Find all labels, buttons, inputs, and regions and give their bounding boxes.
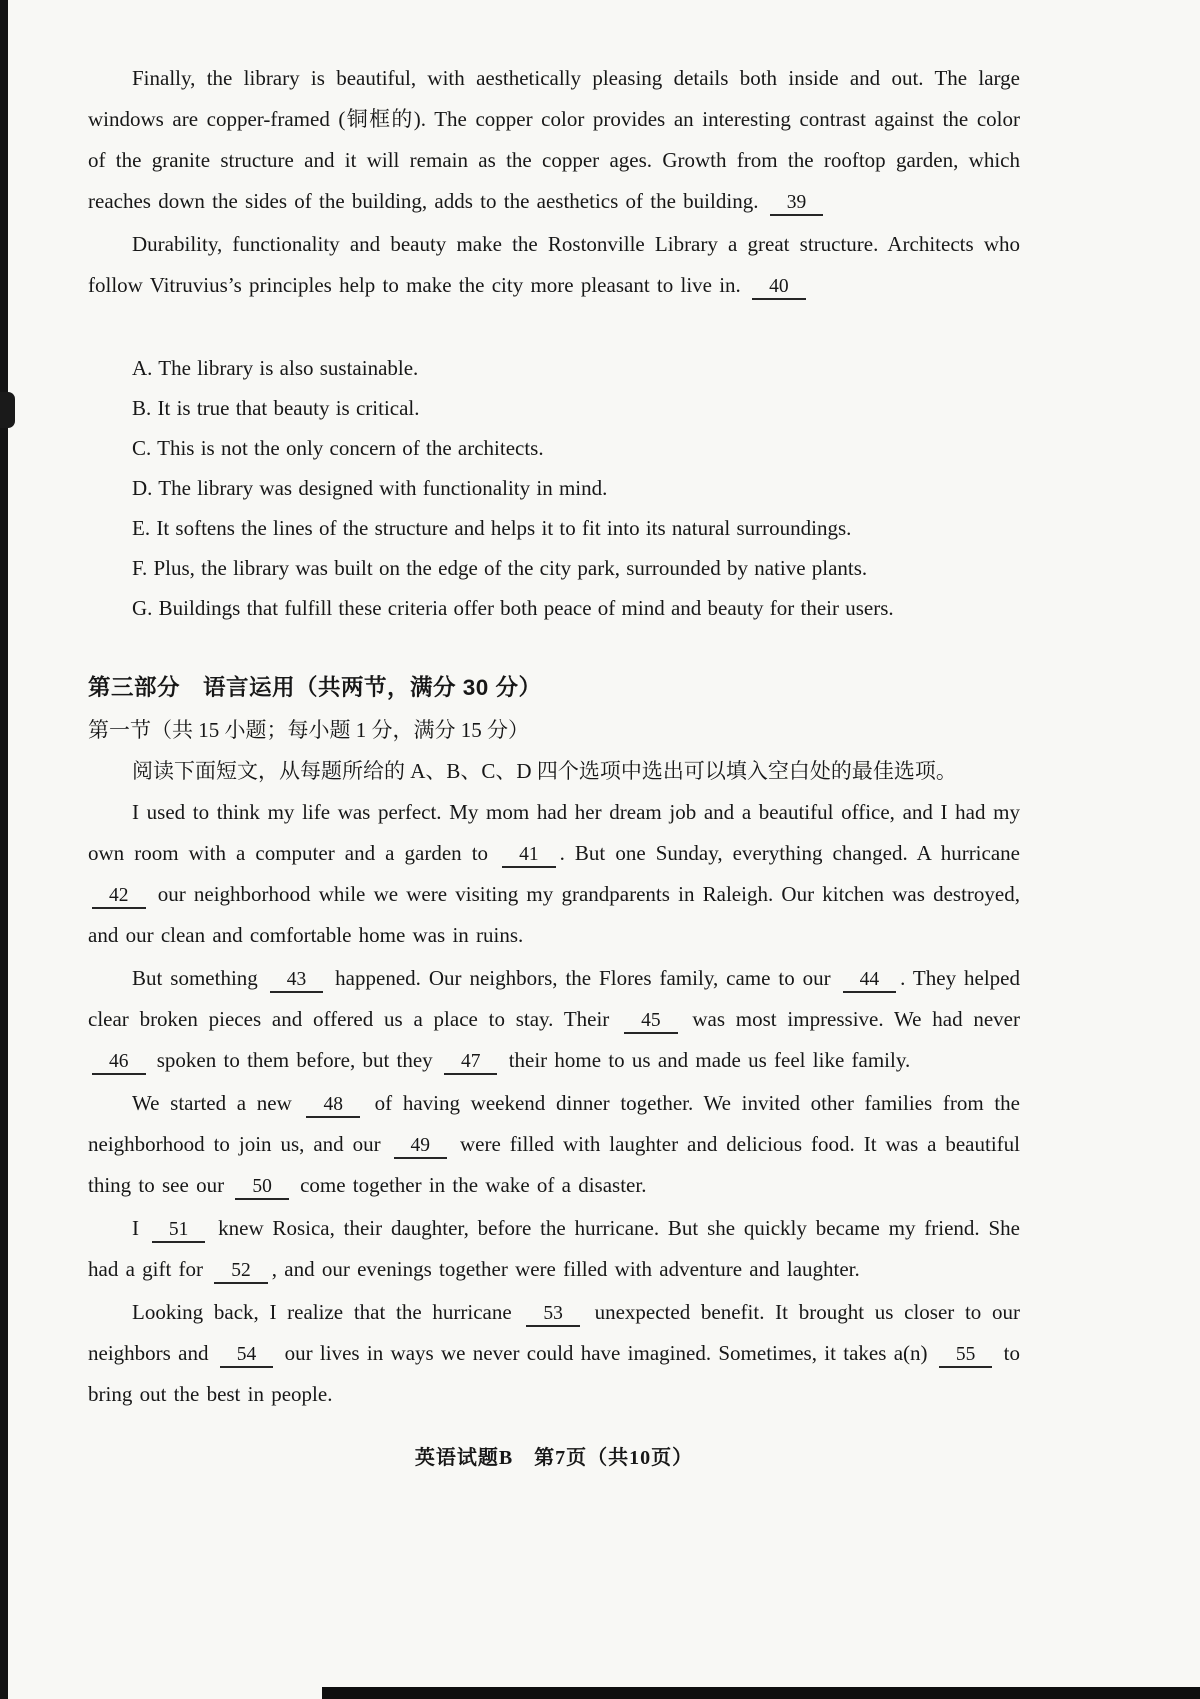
blank-45: 45 xyxy=(624,1010,678,1034)
blank-46: 46 xyxy=(92,1051,146,1075)
paragraph xyxy=(88,1292,1020,1415)
paragraph xyxy=(88,224,1020,306)
text-run: I used to think my life was perfect. My mom had her dream job and a beautiful office, and I had my own room with a computer and a garden to xyxy=(88,800,1020,865)
blank-43: 43 xyxy=(270,969,324,993)
blank-40: 40 xyxy=(752,276,806,300)
blank-49: 49 xyxy=(394,1135,448,1159)
cloze-instruction: 阅读下面短文，从每题所给的 A、B、C、D 四个选项中选出可以填入空白处的最佳选项。 xyxy=(132,759,957,783)
blank-41: 41 xyxy=(502,844,556,868)
blank-51: 51 xyxy=(152,1219,206,1243)
text-run: We started a new xyxy=(132,1091,303,1115)
reading-passage xyxy=(88,58,1020,306)
text-run: our neighborhood while we were visiting my grandparents in Raleigh. Our kitchen was destroyed, and our clean and comfortable home was in ruins. xyxy=(88,882,1020,947)
paragraph xyxy=(88,1083,1020,1206)
text-run: our lives in ways we never could have imagined. Sometimes, it takes a(n) xyxy=(277,1341,935,1365)
text-run: happened. Our neighbors, the Flores family, came to our xyxy=(327,966,839,990)
text-run: But something xyxy=(132,966,266,990)
blank-44: 44 xyxy=(843,969,897,993)
text-run: to bring out the best in people. xyxy=(88,1341,1020,1406)
text-run: spoken to them before, but they xyxy=(149,1048,440,1072)
blank-47: 47 xyxy=(444,1051,498,1075)
blank-54: 54 xyxy=(220,1344,274,1368)
scan-artifact-left-edge xyxy=(0,0,8,1699)
options-list xyxy=(88,348,1020,628)
text-run: unexpected benefit. It brought us closer to our neighbors and xyxy=(88,1300,1021,1365)
paragraph xyxy=(88,58,1020,222)
page-footer xyxy=(88,1443,1020,1473)
option-a: A. The library is also sustainable. xyxy=(132,356,419,380)
text-run: of having weekend dinner together. We invited other families from the neighborhood to join us, and our xyxy=(88,1091,1020,1156)
blank-52: 52 xyxy=(214,1260,268,1284)
text-run: Looking back, I realize that the hurricane xyxy=(132,1300,523,1324)
option-g: G. Buildings that fulfill these criteria offer both peace of mind and beauty for their users. xyxy=(132,596,894,620)
option-d: D. The library was designed with functionality in mind. xyxy=(132,476,608,500)
blank-42: 42 xyxy=(92,885,146,909)
text-run: knew Rosica, their daughter, before the hurricane. But she quickly became my friend. She had a gift for xyxy=(88,1216,1020,1281)
scan-artifact-bottom-edge xyxy=(322,1687,1200,1699)
cloze-passage xyxy=(88,792,1020,1415)
page-content xyxy=(88,58,1020,1473)
section-one-heading: 第一节（共 15 小题；每小题 1 分，满分 15 分） xyxy=(88,718,529,742)
text-run: their home to us and made us feel like family. xyxy=(501,1048,911,1072)
paragraph xyxy=(88,958,1020,1081)
text-run: was most impressive. We had never xyxy=(681,1007,1020,1031)
option-e: E. It softens the lines of the structure and helps it to fit into its natural surroundings. xyxy=(132,516,852,540)
option-c: C. This is not the only concern of the architects. xyxy=(132,436,544,460)
blank-39: 39 xyxy=(770,192,824,216)
text-run: I xyxy=(132,1216,148,1240)
text-run: . But one Sunday, everything changed. A hurricane xyxy=(559,841,1020,865)
paragraph xyxy=(88,792,1020,956)
text-run: come together in the wake of a disaster. xyxy=(292,1173,647,1197)
blank-55: 55 xyxy=(939,1344,993,1368)
blank-48: 48 xyxy=(306,1094,360,1118)
text-run: . They helped clear broken pieces and offered us a place to stay. Their xyxy=(88,966,1020,1031)
blank-53: 53 xyxy=(526,1303,580,1327)
part-three-heading: 第三部分 语言运用（共两节，满分 30 分） xyxy=(88,675,542,700)
text-run: , and our evenings together were filled with adventure and laughter. xyxy=(271,1257,860,1281)
text-run: Finally, the library is beautiful, with aesthetically pleasing details both inside and out. The large windows are copper-framed (铜框的). The copper color provides an interesting contrast against the color of the granite structure and it will remain as the copper ages. Growth from the rooftop garden, which reaches down the sides of the building, adds to the aesthetics of the building. xyxy=(88,66,1020,213)
text-run: Durability, functionality and beauty make the Rostonville Library a great structure. Architects who follow Vitruvius’s principles help to make the city more pleasant to live in. xyxy=(88,232,1020,297)
paragraph xyxy=(88,1208,1020,1290)
scan-artifact-left-blob xyxy=(0,392,15,428)
text-run: were filled with laughter and delicious food. It was a beautiful thing to see our xyxy=(88,1132,1020,1197)
option-f: F. Plus, the library was built on the edge of the city park, surrounded by native plants. xyxy=(132,556,868,580)
footer-text: 英语试题B 第7页（共10页） xyxy=(414,1447,694,1469)
blank-50: 50 xyxy=(235,1176,289,1200)
option-b: B. It is true that beauty is critical. xyxy=(132,396,420,420)
